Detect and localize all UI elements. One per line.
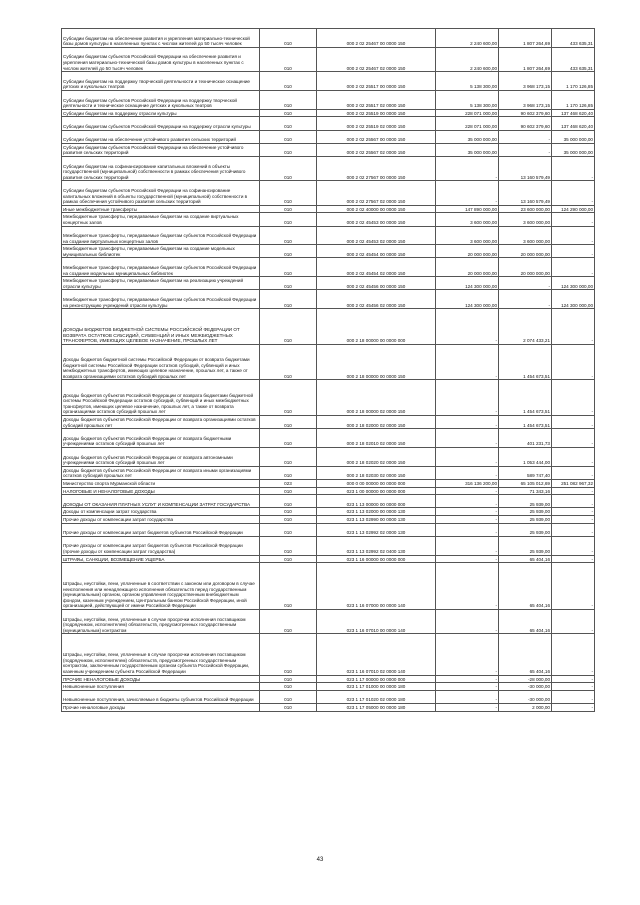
row-remain-cell: - bbox=[552, 156, 595, 180]
row-code-cell: 010 bbox=[260, 72, 317, 91]
row-kbk-cell: 000 2 18 02000 02 0000 150 bbox=[317, 416, 436, 429]
row-kbk-cell: 000 2 02 25517 02 0000 150 bbox=[317, 90, 436, 109]
row-remain-cell: - bbox=[552, 448, 595, 467]
page-number: 43 bbox=[316, 857, 324, 863]
row-name-cell: Субсидии бюджетам субъектов Российской Федерации на обеспечение устойчивого развития сельских территорий bbox=[62, 143, 260, 156]
row-exec-cell: -30 000,00 bbox=[499, 683, 552, 691]
row-remain-cell: 124 300 000,00 bbox=[552, 290, 595, 309]
row-kbk-cell: 000 2 18 00000 00 0000 150 bbox=[317, 344, 436, 380]
table-row bbox=[62, 480, 595, 488]
row-remain-cell: - bbox=[552, 380, 595, 416]
row-name-cell: ДОХОДЫ БЮДЖЕТОВ БЮДЖЕТНОЙ СИСТЕМЫ РОССИЙСКОЙ ФЕДЕРАЦИИ ОТ ВОЗВРАТА ОСТАТКОВ СУБСИДИЙ, СУБВЕНЦИЙ И ИНЫХ МЕЖБЮДЖЕТНЫХ ТРАНСФЕРТОВ, ИМЕЮЩИХ ЦЕЛЕВОЕ НАЗНАЧЕНИЕ, ПРОШЛЫХ ЛЕТ bbox=[62, 309, 260, 345]
row-name-cell: Прочие доходы от компенсации затрат бюджетов субъектов Российской Федерации (прочие доходы от компенсации затрат государства) bbox=[62, 536, 260, 555]
row-exec-cell: 25 939,00 bbox=[499, 523, 552, 536]
row-kbk-cell: 000 0 00 00000 00 0000 000 bbox=[317, 480, 436, 488]
table-row bbox=[62, 508, 595, 516]
row-code-cell: 010 bbox=[260, 703, 317, 711]
row-code-cell: 010 bbox=[260, 536, 317, 555]
row-code-cell: 010 bbox=[260, 181, 317, 205]
row-code-cell: 010 bbox=[260, 109, 317, 117]
table-row bbox=[62, 117, 595, 130]
row-plan-cell: 316 136 200,00 bbox=[436, 480, 499, 488]
row-plan-cell: - bbox=[436, 309, 499, 345]
table-row bbox=[62, 609, 595, 633]
row-kbk-cell: 023 1 17 05000 00 0000 180 bbox=[317, 703, 436, 711]
row-code-cell: 010 bbox=[260, 90, 317, 109]
row-name-cell: Субсидии бюджетам на софинансирование капитальных вложений в объекты государственной (муниципальной) собственности в рамках обеспечения устойчивого развития сельских территорий bbox=[62, 156, 260, 180]
row-name-cell: Межбюджетные трансферты, передаваемые бюджетам на создание модельных муниципальных библиотек bbox=[62, 245, 260, 258]
row-exec-cell: 2 000,00 bbox=[499, 703, 552, 711]
row-kbk-cell: 023 1 16 00000 00 0000 000 bbox=[317, 555, 436, 563]
table-row bbox=[62, 690, 595, 703]
row-exec-cell: 25 939,00 bbox=[499, 515, 552, 523]
row-exec-cell: - bbox=[499, 277, 552, 290]
row-plan-cell: 20 000 000,00 bbox=[436, 258, 499, 277]
row-code-cell: 010 bbox=[260, 487, 317, 495]
row-name-cell: Штрафы, неустойки, пени, уплаченные в случае просрочки исполнения поставщиком (подрядчиком, исполнителем) обязательств, предусмотренных государственным контрактом, заключенным государственным органом субъекта Российской Федерации, казенным учреждением субъекта Российской Федерации bbox=[62, 634, 260, 675]
row-code-cell: 010 bbox=[260, 683, 317, 691]
row-exec-cell: 65 105 012,69 bbox=[499, 480, 552, 488]
row-code-cell: 010 bbox=[260, 156, 317, 180]
table-row bbox=[62, 226, 595, 245]
table-row bbox=[62, 515, 595, 523]
row-code-cell: 010 bbox=[260, 47, 317, 71]
row-plan-cell: - bbox=[436, 416, 499, 429]
row-name-cell: ПРОЧИЕ НЕНАЛОГОВЫЕ ДОХОДЫ bbox=[62, 675, 260, 683]
row-name-cell: Доходы бюджетов бюджетной системы Российской Федерации от возврата бюджетами бюджетной системы Российской Федерации остатков субсидий, субвенций и иных межбюджетных трансфертов, имеющих целевое назначение, прошлых лет, а также от возврата организациями остатков субсидий прошлых лет bbox=[62, 344, 260, 380]
row-code-cell: 010 bbox=[260, 690, 317, 703]
row-name-cell: Межбюджетные трансферты, передаваемые бюджетам субъектов Российской Федерации на создание виртуальных концертных залов bbox=[62, 226, 260, 245]
row-code-cell: 010 bbox=[260, 117, 317, 130]
row-code-cell: 010 bbox=[260, 448, 317, 467]
row-exec-cell: - bbox=[499, 290, 552, 309]
row-plan-cell: - bbox=[436, 344, 499, 380]
row-name-cell: Субсидии бюджетам субъектов Российской Федерации на поддержку творческой деятельности и техническое оснащение детских и кукольных театров bbox=[62, 90, 260, 109]
row-plan-cell: 2 240 600,00 bbox=[436, 29, 499, 48]
row-remain-cell: 124 300 000,00 bbox=[552, 277, 595, 290]
row-kbk-cell: 000 2 02 45453 02 0000 150 bbox=[317, 226, 436, 245]
row-exec-cell: 65 404,16 bbox=[499, 563, 552, 610]
row-code-cell: 010 bbox=[260, 205, 317, 213]
row-exec-cell: 1 454 673,51 bbox=[499, 344, 552, 380]
table-row bbox=[62, 448, 595, 467]
row-name-cell: ШТРАФЫ, САНКЦИИ, ВОЗМЕЩЕНИЕ УЩЕРБА bbox=[62, 555, 260, 563]
row-exec-cell: 2 074 433,21 bbox=[499, 309, 552, 345]
row-code-cell: 010 bbox=[260, 609, 317, 633]
row-remain-cell: 35 000 000,00 bbox=[552, 130, 595, 143]
row-plan-cell: - bbox=[436, 508, 499, 516]
table-row bbox=[62, 416, 595, 429]
row-plan-cell: 35 000 000,00 bbox=[436, 130, 499, 143]
row-plan-cell: 20 000 000,00 bbox=[436, 245, 499, 258]
row-name-cell: Штрафы, неустойки, пени, уплаченные в соответствии с законом или договором в случае неисполнения или ненадлежащего исполнения обязательств перед государственным (муниципальным) органом, органом управления государственным внебюджетным фондом, казенным учреждением, Центральным банком Российской Федерации, иной организацией, действующей от имени Российской Федерации bbox=[62, 563, 260, 610]
row-exec-cell: - bbox=[499, 143, 552, 156]
row-remain-cell: - bbox=[552, 213, 595, 226]
row-plan-cell: 3 600 000,00 bbox=[436, 213, 499, 226]
row-code-cell: 010 bbox=[260, 29, 317, 48]
row-exec-cell: 1 053 444,00 bbox=[499, 448, 552, 467]
row-remain-cell: - bbox=[552, 634, 595, 675]
row-exec-cell: 1 454 673,51 bbox=[499, 416, 552, 429]
row-exec-cell: -30 000,00 bbox=[499, 690, 552, 703]
row-exec-cell: 25 939,00 bbox=[499, 495, 552, 508]
row-remain-cell: - bbox=[552, 309, 595, 345]
row-kbk-cell: 023 1 17 01000 00 0000 180 bbox=[317, 683, 436, 691]
row-plan-cell: 124 300 000,00 bbox=[436, 290, 499, 309]
table-row bbox=[62, 495, 595, 508]
row-code-cell: 010 bbox=[260, 309, 317, 345]
row-plan-cell: - bbox=[436, 181, 499, 205]
row-name-cell: Доходы бюджетов субъектов Российской Федерации от возврата бюджетными учреждениями остатков субсидий прошлых лет bbox=[62, 429, 260, 448]
row-plan-cell: - bbox=[436, 703, 499, 711]
row-exec-cell: 1 807 264,69 bbox=[499, 29, 552, 48]
row-exec-cell: 23 600 000,00 bbox=[499, 205, 552, 213]
row-exec-cell: 65 404,16 bbox=[499, 555, 552, 563]
table-row bbox=[62, 683, 595, 691]
row-code-cell: 010 bbox=[260, 563, 317, 610]
table-row bbox=[62, 245, 595, 258]
row-code-cell: 010 bbox=[260, 508, 317, 516]
row-remain-cell: - bbox=[552, 523, 595, 536]
row-name-cell: Субсидии бюджетам субъектов Российской Федерации на обеспечение развития и укрепления материально-технической базы домов культуры в населенных пунктах с числом жителей до 50 тысяч человек bbox=[62, 47, 260, 71]
row-exec-cell: 13 160 579,49 bbox=[499, 181, 552, 205]
row-remain-cell: - bbox=[552, 675, 595, 683]
row-name-cell: Межбюджетные трансферты, передаваемые бюджетам субъектов Российской Федерации на создание модельных муниципальных библиотек bbox=[62, 258, 260, 277]
row-name-cell: НАЛОГОВЫЕ И НЕНАЛОГОВЫЕ ДОХОДЫ bbox=[62, 487, 260, 495]
row-exec-cell: - bbox=[499, 130, 552, 143]
row-remain-cell: - bbox=[552, 536, 595, 555]
row-exec-cell: 25 939,00 bbox=[499, 508, 552, 516]
row-code-cell: 010 bbox=[260, 416, 317, 429]
row-kbk-cell: 000 2 02 25467 02 0000 150 bbox=[317, 47, 436, 71]
row-plan-cell: 228 071 000,00 bbox=[436, 109, 499, 117]
table-row bbox=[62, 29, 595, 48]
row-plan-cell: - bbox=[436, 156, 499, 180]
row-code-cell: 010 bbox=[260, 634, 317, 675]
row-kbk-cell: 000 2 02 45454 02 0000 150 bbox=[317, 258, 436, 277]
row-plan-cell: - bbox=[436, 555, 499, 563]
row-name-cell: Министерство спорта Мурманской области bbox=[62, 480, 260, 488]
row-name-cell: Прочие доходы от компенсации затрат государства bbox=[62, 515, 260, 523]
row-exec-cell: 401 231,73 bbox=[499, 429, 552, 448]
table-row bbox=[62, 213, 595, 226]
table-row bbox=[62, 309, 595, 345]
row-kbk-cell: 000 2 02 45453 00 0000 150 bbox=[317, 213, 436, 226]
row-kbk-cell: 000 2 18 02030 02 0000 150 bbox=[317, 466, 436, 479]
row-kbk-cell: 000 2 02 25467 00 0000 150 bbox=[317, 29, 436, 48]
row-remain-cell: 137 468 620,40 bbox=[552, 109, 595, 117]
row-remain-cell: 124 290 000,00 bbox=[552, 205, 595, 213]
row-name-cell: Доходы бюджетов субъектов Российской Федерации от возврата организациями остатков субсидий прошлых лет bbox=[62, 416, 260, 429]
row-code-cell: 010 bbox=[260, 555, 317, 563]
row-kbk-cell: 000 2 02 25567 02 0000 150 bbox=[317, 143, 436, 156]
row-name-cell: Штрафы, неустойки, пени, уплаченные в случае просрочки исполнения поставщиком (подрядчиком, исполнителем) обязательств, предусмотренных государственным (муниципальным) контрактом bbox=[62, 609, 260, 633]
row-plan-cell: - bbox=[436, 609, 499, 633]
row-kbk-cell: 000 2 02 25567 00 0000 150 bbox=[317, 130, 436, 143]
row-code-cell: 010 bbox=[260, 130, 317, 143]
row-remain-cell: - bbox=[552, 487, 595, 495]
row-name-cell: Доходы бюджетов субъектов Российской Федерации от возврата иными организациями остатков субсидий прошлых лет bbox=[62, 466, 260, 479]
table-row bbox=[62, 156, 595, 180]
row-kbk-cell: 023 1 13 02000 00 0000 130 bbox=[317, 508, 436, 516]
row-exec-cell: 3 968 173,15 bbox=[499, 72, 552, 91]
row-exec-cell: 3 600 000,00 bbox=[499, 213, 552, 226]
row-kbk-cell: 000 2 18 02020 02 0000 150 bbox=[317, 448, 436, 467]
row-plan-cell: - bbox=[436, 683, 499, 691]
row-remain-cell: - bbox=[552, 515, 595, 523]
row-code-cell: 010 bbox=[260, 344, 317, 380]
row-plan-cell: 228 071 000,00 bbox=[436, 117, 499, 130]
budget-revenue-table bbox=[61, 28, 595, 712]
table-row bbox=[62, 47, 595, 71]
table-row bbox=[62, 130, 595, 143]
row-kbk-cell: 000 2 02 45456 02 0000 150 bbox=[317, 290, 436, 309]
table-row bbox=[62, 109, 595, 117]
row-kbk-cell: 000 2 02 27567 00 0000 150 bbox=[317, 156, 436, 180]
row-code-cell: 010 bbox=[260, 245, 317, 258]
row-remain-cell: - bbox=[552, 555, 595, 563]
row-kbk-cell: 000 2 18 00000 00 0000 000 bbox=[317, 309, 436, 345]
row-name-cell: Прочие доходы от компенсации затрат бюджетов субъектов Российской Федерации bbox=[62, 523, 260, 536]
row-exec-cell: 20 000 000,00 bbox=[499, 258, 552, 277]
row-name-cell: Межбюджетные трансферты, передаваемые бюджетам на реализацию учреждений отрасли культуры bbox=[62, 277, 260, 290]
row-plan-cell: 3 600 000,00 bbox=[436, 226, 499, 245]
row-name-cell: Невыясненные поступления, зачисляемые в бюджеты субъектов Российской Федерации bbox=[62, 690, 260, 703]
row-name-cell: Субсидии бюджетам субъектов Российской Федерации на поддержку отрасли культуры bbox=[62, 117, 260, 130]
row-plan-cell: 2 240 600,00 bbox=[436, 47, 499, 71]
row-remain-cell: - bbox=[552, 429, 595, 448]
row-kbk-cell: 023 1 13 02990 00 0000 130 bbox=[317, 515, 436, 523]
row-code-cell: 023 bbox=[260, 480, 317, 488]
row-code-cell: 010 bbox=[260, 226, 317, 245]
row-exec-cell: 71 343,16 bbox=[499, 487, 552, 495]
row-remain-cell: - bbox=[552, 416, 595, 429]
table-row bbox=[62, 143, 595, 156]
row-remain-cell: 137 468 620,40 bbox=[552, 117, 595, 130]
row-remain-cell: - bbox=[552, 683, 595, 691]
row-exec-cell: 1 807 264,69 bbox=[499, 47, 552, 71]
row-plan-cell: 35 000 000,00 bbox=[436, 143, 499, 156]
row-code-cell: 010 bbox=[260, 495, 317, 508]
row-name-cell: Межбюджетные трансферты, передаваемые бюджетам субъектов Российской Федерации на реконструкцию учреждений отрасли культуры bbox=[62, 290, 260, 309]
row-kbk-cell: 000 2 18 02010 02 0000 150 bbox=[317, 429, 436, 448]
row-remain-cell: - bbox=[552, 226, 595, 245]
row-plan-cell: - bbox=[436, 675, 499, 683]
row-remain-cell: 35 000 000,00 bbox=[552, 143, 595, 156]
table-body bbox=[62, 29, 595, 712]
row-code-cell: 010 bbox=[260, 258, 317, 277]
table-row bbox=[62, 563, 595, 610]
row-remain-cell: - bbox=[552, 181, 595, 205]
row-remain-cell: - bbox=[552, 703, 595, 711]
row-exec-cell: 1 454 673,51 bbox=[499, 380, 552, 416]
row-kbk-cell: 023 1 17 01020 02 0000 180 bbox=[317, 690, 436, 703]
row-plan-cell: - bbox=[436, 523, 499, 536]
table-row bbox=[62, 72, 595, 91]
row-remain-cell: 1 170 126,85 bbox=[552, 72, 595, 91]
row-plan-cell: - bbox=[436, 466, 499, 479]
row-kbk-cell: 000 2 02 40000 00 0000 150 bbox=[317, 205, 436, 213]
row-plan-cell: - bbox=[436, 563, 499, 610]
row-name-cell: Межбюджетные трансферты, передаваемые бюджетам на создание виртуальных концертных залов bbox=[62, 213, 260, 226]
row-kbk-cell: 023 1 13 00000 00 0000 000 bbox=[317, 495, 436, 508]
row-exec-cell: 65 404,16 bbox=[499, 609, 552, 633]
row-exec-cell: 25 939,00 bbox=[499, 536, 552, 555]
row-name-cell: Субсидии бюджетам на поддержку творческой деятельности и техническое оснащение детских и кукольных театров bbox=[62, 72, 260, 91]
row-name-cell: Доходы бюджетов субъектов Российской Федерации от возврата бюджетами бюджетной системы Российской Федерации остатков субсидий, субвенций и иных межбюджетных трансфертов, имеющих целевое назначение, прошлых лет, а также от возврата организациями остатков субсидий прошлых лет bbox=[62, 380, 260, 416]
row-exec-cell: 90 602 379,60 bbox=[499, 109, 552, 117]
row-kbk-cell: 023 1 16 07010 02 0000 140 bbox=[317, 634, 436, 675]
row-kbk-cell: 000 2 18 00000 02 0000 150 bbox=[317, 380, 436, 416]
row-code-cell: 010 bbox=[260, 277, 317, 290]
row-exec-cell: 20 000 000,00 bbox=[499, 245, 552, 258]
row-exec-cell: 3 600 000,00 bbox=[499, 226, 552, 245]
row-plan-cell: - bbox=[436, 429, 499, 448]
row-remain-cell: 251 082 967,32 bbox=[552, 480, 595, 488]
row-kbk-cell: 023 1 16 07010 00 0000 140 bbox=[317, 609, 436, 633]
table-row bbox=[62, 277, 595, 290]
table-row bbox=[62, 429, 595, 448]
row-exec-cell: -28 000,00 bbox=[499, 675, 552, 683]
row-kbk-cell: 000 2 02 25519 02 0000 150 bbox=[317, 117, 436, 130]
row-name-cell: Иные межбюджетные трансферты bbox=[62, 205, 260, 213]
row-remain-cell: 433 635,31 bbox=[552, 47, 595, 71]
table-row bbox=[62, 344, 595, 380]
row-exec-cell: 90 602 379,60 bbox=[499, 117, 552, 130]
row-code-cell: 010 bbox=[260, 143, 317, 156]
table-row bbox=[62, 290, 595, 309]
row-code-cell: 010 bbox=[260, 675, 317, 683]
table-row bbox=[62, 555, 595, 563]
table-row bbox=[62, 380, 595, 416]
row-plan-cell: - bbox=[436, 634, 499, 675]
table-row bbox=[62, 675, 595, 683]
row-plan-cell: - bbox=[436, 495, 499, 508]
row-kbk-cell: 023 1 00 00000 00 0000 000 bbox=[317, 487, 436, 495]
row-code-cell: 010 bbox=[260, 213, 317, 226]
row-plan-cell: - bbox=[436, 690, 499, 703]
row-kbk-cell: 023 1 13 02992 02 0400 130 bbox=[317, 536, 436, 555]
row-plan-cell: - bbox=[436, 448, 499, 467]
row-exec-cell: 13 160 579,49 bbox=[499, 156, 552, 180]
table-row bbox=[62, 258, 595, 277]
table-row bbox=[62, 90, 595, 109]
row-remain-cell: 433 635,31 bbox=[552, 29, 595, 48]
table-row bbox=[62, 466, 595, 479]
row-remain-cell: 1 170 126,85 bbox=[552, 90, 595, 109]
table-row bbox=[62, 205, 595, 213]
table-row bbox=[62, 536, 595, 555]
row-kbk-cell: 023 1 13 02992 02 0000 130 bbox=[317, 523, 436, 536]
row-remain-cell: - bbox=[552, 690, 595, 703]
row-remain-cell: - bbox=[552, 609, 595, 633]
row-plan-cell: 147 890 000,00 bbox=[436, 205, 499, 213]
row-plan-cell: - bbox=[436, 515, 499, 523]
row-code-cell: 010 bbox=[260, 466, 317, 479]
row-kbk-cell: 000 2 02 27567 02 0000 150 bbox=[317, 181, 436, 205]
row-remain-cell: - bbox=[552, 466, 595, 479]
row-remain-cell: - bbox=[552, 508, 595, 516]
row-name-cell: Невыясненные поступления bbox=[62, 683, 260, 691]
row-plan-cell: 124 300 000,00 bbox=[436, 277, 499, 290]
row-code-cell: 010 bbox=[260, 515, 317, 523]
row-name-cell: Доходы бюджетов субъектов Российской Федерации от возврата автономными учреждениями остатков субсидий прошлых лет bbox=[62, 448, 260, 467]
row-code-cell: 010 bbox=[260, 380, 317, 416]
row-kbk-cell: 000 2 02 45454 00 0000 150 bbox=[317, 245, 436, 258]
row-exec-cell: 65 404,16 bbox=[499, 634, 552, 675]
row-kbk-cell: 000 2 02 25519 00 0000 150 bbox=[317, 109, 436, 117]
row-name-cell: Субсидии бюджетам субъектов Российской Федерации на софинансирование капитальных вложений в объекты государственной (муниципальной) собственности в рамках обеспечения устойчивого развития сельских территорий bbox=[62, 181, 260, 205]
table-row bbox=[62, 634, 595, 675]
row-remain-cell: - bbox=[552, 258, 595, 277]
table-row bbox=[62, 487, 595, 495]
row-remain-cell: - bbox=[552, 344, 595, 380]
row-plan-cell: - bbox=[436, 487, 499, 495]
row-remain-cell: - bbox=[552, 495, 595, 508]
row-exec-cell: 3 968 173,15 bbox=[499, 90, 552, 109]
row-remain-cell: - bbox=[552, 563, 595, 610]
row-plan-cell: 5 138 300,00 bbox=[436, 90, 499, 109]
row-kbk-cell: 023 1 16 07000 00 0000 140 bbox=[317, 563, 436, 610]
row-remain-cell: - bbox=[552, 245, 595, 258]
row-plan-cell: - bbox=[436, 380, 499, 416]
row-code-cell: 010 bbox=[260, 523, 317, 536]
row-kbk-cell: 000 2 02 25517 00 0000 150 bbox=[317, 72, 436, 91]
table-row bbox=[62, 703, 595, 711]
row-name-cell: Прочие неналоговые доходы bbox=[62, 703, 260, 711]
row-kbk-cell: 023 1 17 00000 00 0000 000 bbox=[317, 675, 436, 683]
row-code-cell: 010 bbox=[260, 429, 317, 448]
row-plan-cell: 5 138 300,00 bbox=[436, 72, 499, 91]
row-name-cell: ДОХОДЫ ОТ ОКАЗАНИЯ ПЛАТНЫХ УСЛУГ И КОМПЕНСАЦИИ ЗАТРАТ ГОСУДАРСТВА bbox=[62, 495, 260, 508]
row-name-cell: Субсидии бюджетам на поддержку отрасли культуры bbox=[62, 109, 260, 117]
row-kbk-cell: 000 2 02 45456 00 0000 150 bbox=[317, 277, 436, 290]
table-row bbox=[62, 523, 595, 536]
row-plan-cell: - bbox=[436, 536, 499, 555]
row-code-cell: 010 bbox=[260, 290, 317, 309]
row-exec-cell: 589 747,40 bbox=[499, 466, 552, 479]
row-name-cell: Субсидии бюджетам на обеспечение устойчивого развития сельских территорий bbox=[62, 130, 260, 143]
row-name-cell: Доходы от компенсации затрат государства bbox=[62, 508, 260, 516]
table-row bbox=[62, 181, 595, 205]
row-name-cell: Субсидии бюджетам на обеспечение развития и укрепления материально-технической базы домов культуры в населенных пунктах с числом жителей до 50 тысяч человек bbox=[62, 29, 260, 48]
